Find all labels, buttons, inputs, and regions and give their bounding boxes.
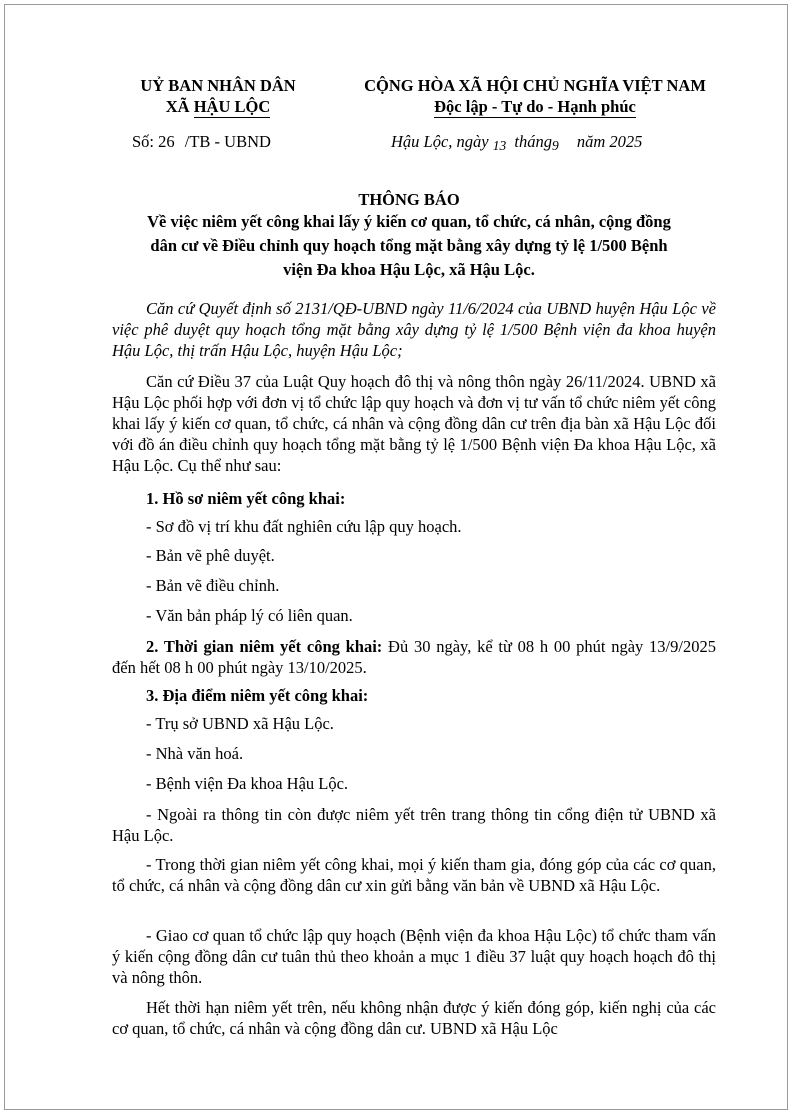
basis-paragraph-1: Căn cứ Quyết định số 2131/QĐ-UBND ngày 11/6/2024 của UBND huyện Hậu Lộc về việc phê duyệt quy hoạch tổng mặt bằng xây dựng tỷ lệ 1/500 Bệnh viện đa khoa huyện Hậu Lộc, thị trấn Hậu Lộc, huyện Hậu Lộc; [112, 299, 716, 360]
doc-no-suffix: /TB - UBND [184, 132, 271, 151]
date-month: 9 [551, 138, 559, 153]
paragraph-agency: - Giao cơ quan tổ chức lập quy hoạch (Bệnh viện đa khoa Hậu Lộc) tổ chức tham vấn ý kiến cộng đồng dân cư tuân thủ theo khoản a mục 1 điều 37 luật quy hoạch hoạch đô thị và nông thôn. [112, 926, 716, 987]
org-line-1: UỶ BAN NHÂN DÂN [140, 76, 296, 95]
section-3-item: - Trụ sở UBND xã Hậu Lộc. [146, 714, 334, 733]
date-month-label: tháng [514, 132, 552, 151]
doc-heading: THÔNG BÁO [358, 190, 460, 209]
doc-no-label: Số: [132, 132, 155, 151]
section-3-item: - Nhà văn hoá. [146, 744, 244, 763]
section-2-text: Đủ 30 ngày, kể từ 08 h 00 phút ngày 13/9/2025 đến hết 08 h 00 phút ngày 13/10/2025. [112, 637, 716, 677]
section-2 [112, 636, 716, 678]
doc-no-value: 26 [158, 132, 175, 151]
section-1-item: - Sơ đồ vị trí khu đất nghiên cứu lập quy hoạch. [146, 517, 462, 536]
country-name: CỘNG HÒA XÃ HỘI CHỦ NGHĨA VIỆT NAM [364, 76, 706, 95]
paragraph-closing: Hết thời hạn niêm yết trên, nếu không nhận được ý kiến đóng góp, kiến nghị của các cơ quan, tổ chức, cá nhân và cộng đồng dân cư. UBND xã Hậu Lộc [112, 998, 716, 1038]
document-number [132, 132, 271, 152]
org-line-2-underlined: HẬU LỘC [193, 97, 271, 116]
section-1-item: - Văn bản pháp lý có liên quan. [146, 606, 353, 625]
section-1-item: - Bản vẽ điều chỉnh. [146, 576, 280, 595]
section-3-title: 3. Địa điểm niêm yết công khai: [146, 686, 369, 705]
section-2-title: 2. Thời gian niêm yết công khai: [146, 637, 383, 656]
subject-line-1: Về việc niêm yết công khai lấy ý kiến cơ quan, tổ chức, cá nhân, cộng đồng [147, 212, 671, 231]
national-motto [340, 75, 730, 117]
subject-line-3: viện Đa khoa Hậu Lộc, xã Hậu Lộc. [283, 260, 535, 279]
subject-line-2: dân cư về Điều chỉnh quy hoạch tổng mặt bằng xây dựng tỷ lệ 1/500 Bệnh [150, 236, 668, 255]
section-3-item: - Bệnh viện Đa khoa Hậu Lộc. [146, 774, 349, 793]
date-day: 13 [492, 138, 507, 153]
org-line-2-pre: XÃ [165, 97, 194, 116]
issuing-org [118, 75, 318, 117]
paragraph-comments: - Trong thời gian niêm yết công khai, mọi ý kiến tham gia, đóng góp của các cơ quan, tổ chức, cá nhân và cộng đồng dân cư xin gửi bằng văn bản về UBND xã Hậu Lộc. [112, 855, 716, 895]
motto [340, 96, 730, 117]
section-1-title: 1. Hồ sơ niêm yết công khai: [146, 489, 346, 508]
date-year: năm 2025 [576, 132, 643, 151]
motto-text: Độc lập - Tự do - Hạnh phúc [434, 97, 636, 116]
paragraph-online-posting: - Ngoài ra thông tin còn được niêm yết trên trang thông tin cổng điện tử UBND xã Hậu Lộc. [112, 805, 716, 845]
basis-paragraph-2: Căn cứ Điều 37 của Luật Quy hoạch đô thị và nông thôn ngày 26/11/2024. UBND xã Hậu Lộc phối hợp với đơn vị tổ chức lập quy hoạch và đơn vị tư vấn tổ chức niêm yết công khai lấy ý kiến cơ quan, tổ chức, cá nhân và cộng đồng dân cư trên địa bàn xã Hậu Lộc đối với đồ án điều chỉnh quy hoạch tổng mặt bằng tỷ lệ 1/500 Bệnh viện Đa khoa Hậu Lộc, xã Hậu Lộc. Cụ thể như sau: [112, 372, 716, 475]
section-1-item: - Bản vẽ phê duyệt. [146, 546, 275, 565]
org-line-2 [118, 96, 318, 117]
date-place: Hậu Lộc, ngày [391, 132, 489, 151]
document-date [391, 132, 642, 154]
